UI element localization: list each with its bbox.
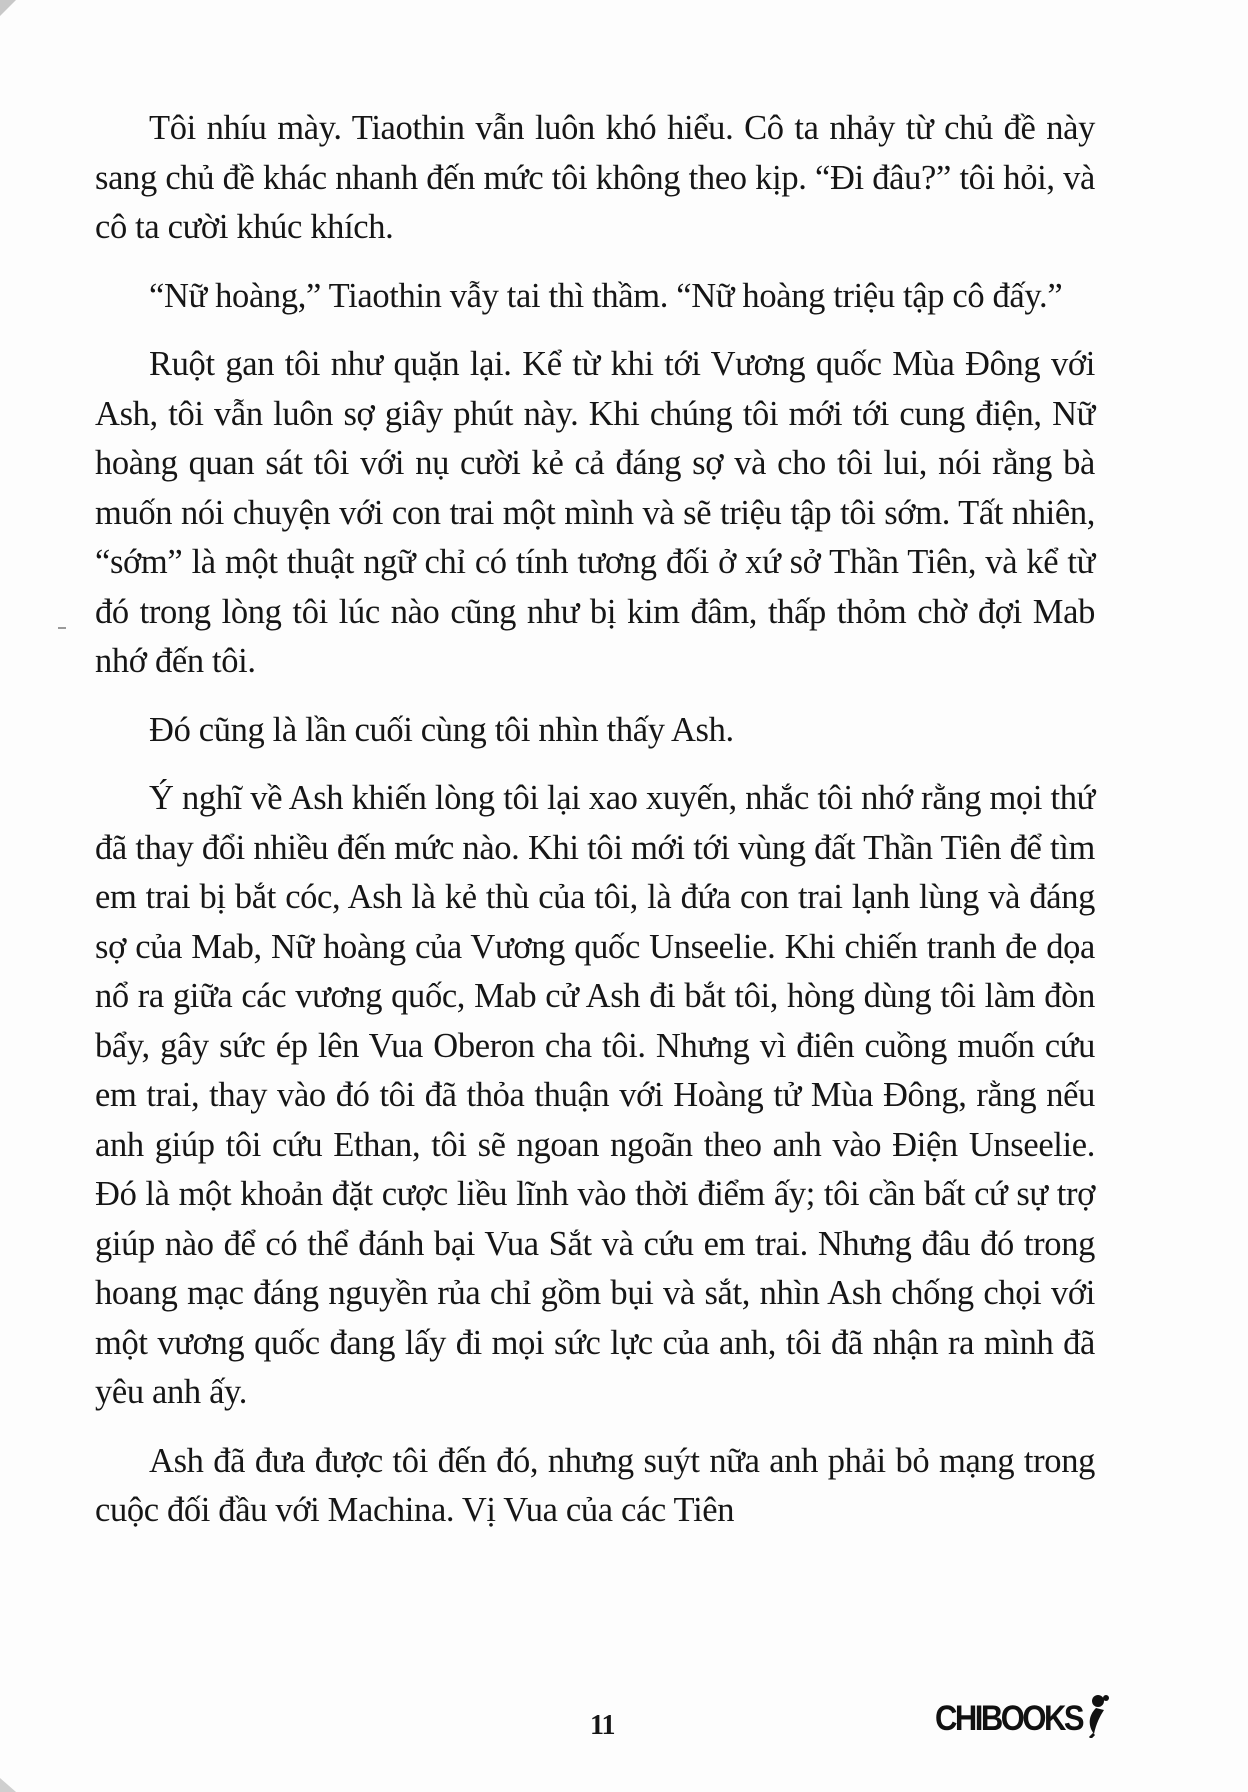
paragraph-6: Ash đã đưa được tôi đến đó, nhưng suýt nữa anh phải bỏ mạng trong cuộc đối đầu với Machina. Vị Vua của các Tiên <box>95 1441 1095 1529</box>
scan-corner-mark-bottom <box>0 1778 16 1792</box>
leaf-mascot-icon <box>1084 1694 1110 1743</box>
paragraph-5: Ý nghĩ về Ash khiến lòng tôi lại xao xuyến, nhắc tôi nhớ rằng mọi thứ đã thay đổi nhiều đến mức nào. Khi tôi mới tới vùng đất Thần Tiên để tìm em trai bị bắt cóc, Ash là kẻ thù của tôi, là đứa con trai lạnh lùng và đáng sợ của Mab, Nữ hoàng của Vương quốc Unseelie. Khi chiến tranh đe dọa nổ ra giữa các vương quốc, Mab cử Ash đi bắt tôi, hòng dùng tôi làm đòn bẩy, gây sức ép lên Vua Oberon cha tôi. Nhưng vì điên cuồng muốn cứu em trai, thay vào đó tôi đã thỏa thuận với Hoàng tử Mùa Đông, rằng nếu anh giúp tôi cứu Ethan, tôi sẽ ngoan ngoãn theo anh vào Điện Unseelie. Đó là một khoản đặt cược liều lĩnh vào thời điểm ấy; tôi cần bất cứ sự trợ giúp nào để có thể đánh bại Vua Sắt và cứu em trai. Nhưng đâu đó trong hoang mạc đáng nguyền rủa chỉ gồm bụi và sắt, nhìn Ash chống chọi với một vương quốc đang lấy đi mọi sức lực của anh, tôi đã nhận ra mình đã yêu anh ấy. <box>95 779 1095 1411</box>
publisher-logo <box>935 1698 1110 1743</box>
page-footer <box>0 1690 1248 1750</box>
page-number: 11 <box>590 1710 615 1741</box>
scan-margin-mark <box>58 627 66 629</box>
paragraph-3: Ruột gan tôi như quặn lại. Kể từ khi tới Vương quốc Mùa Đông với Ash, tôi vẫn luôn sợ giây phút này. Khi chúng tôi mới tới cung điện, Nữ hoàng quan sát tôi với nụ cười kẻ cả đáng sợ và cho tôi lui, nói rằng bà muốn nói chuyện với con trai một mình và sẽ triệu tập tôi sớm. Tất nhiên, “sớm” là một thuật ngữ chỉ có tính tương đối ở xứ sở Thần Tiên, và kể từ đó trong lòng tôi lúc nào cũng như bị kim đâm, thấp thỏm chờ đợi Mab nhớ đến tôi. <box>95 345 1095 680</box>
paragraph-1: Tôi nhíu mày. Tiaothin vẫn luôn khó hiểu. Cô ta nhảy từ chủ đề này sang chủ đề khác nhanh đến mức tôi không theo kịp. “Đi đâu?” tôi hỏi, và cô ta cười khúc khích. <box>95 109 1095 246</box>
body-text <box>95 104 1095 1555</box>
paragraph-4: Đó cũng là lần cuối cùng tôi nhìn thấy Ash. <box>149 710 734 749</box>
scan-corner-mark <box>0 0 16 16</box>
publisher-name: CHIBOOKS <box>935 1698 1083 1739</box>
paragraph-2: “Nữ hoàng,” Tiaothin vẫy tai thì thầm. “Nữ hoàng triệu tập cô đấy.” <box>149 276 1063 315</box>
